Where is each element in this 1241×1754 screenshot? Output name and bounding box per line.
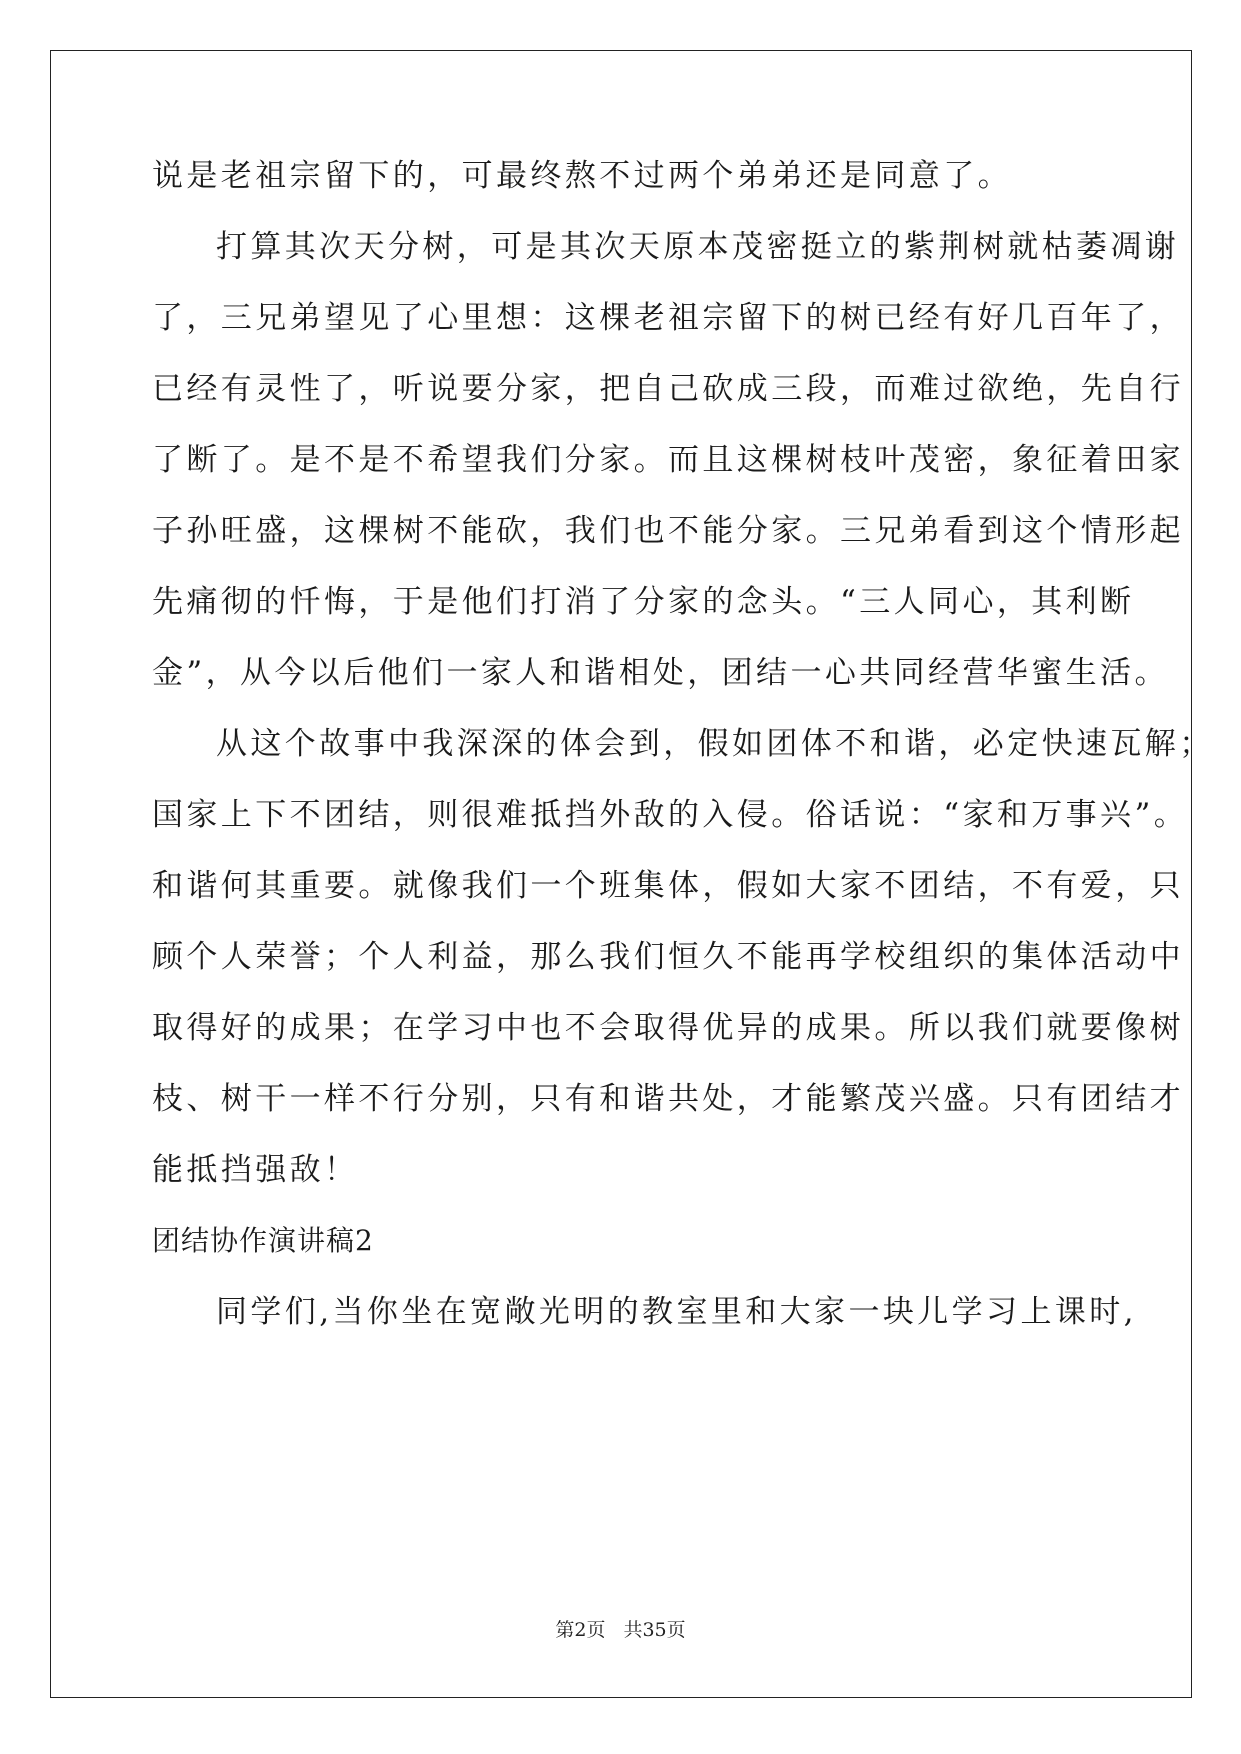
text-line: 国家上下不团结，则很难抵挡外敌的入侵。俗话说：“家和万事兴”。	[152, 797, 1189, 833]
text-line: 打算其次天分树，可是其次天原本茂密挺立的紫荆树就枯萎凋谢	[216, 229, 1180, 265]
text-line: 已经有灵性了，听说要分家，把自己砍成三段，而难过欲绝，先自行	[152, 371, 1184, 407]
text-line: 从这个故事中我深深的体会到，假如团体不和谐，必定快速瓦解；	[216, 726, 1214, 762]
text-line: 取得好的成果；在学习中也不会取得优异的成果。所以我们就要像树	[152, 1010, 1184, 1046]
page-total: 共35页	[623, 1619, 686, 1641]
text-line: 了，三兄弟望见了心里想：这棵老祖宗留下的树已经有好几百年了，	[152, 300, 1184, 336]
text-line: 顾个人荣誉；个人利益，那么我们恒久不能再学校组织的集体活动中	[152, 939, 1184, 975]
text-line: 和谐何其重要。就像我们一个班集体，假如大家不团结，不有爱，只	[152, 868, 1184, 904]
text-line: 同学们,当你坐在宽敞光明的教室里和大家一块儿学习上课时,	[216, 1294, 1137, 1330]
text-line: 子孙旺盛，这棵树不能砍，我们也不能分家。三兄弟看到这个情形起	[152, 513, 1184, 549]
page-footer	[0, 1618, 1241, 1642]
text-line: 先痛彻的忏悔，于是他们打消了分家的念头。“三人同心，其利断	[152, 584, 1135, 620]
page-number: 第2页	[555, 1619, 606, 1641]
text-line: 了断了。是不是不希望我们分家。而且这棵树枝叶茂密，象征着田家	[152, 442, 1184, 478]
text-line: 能抵挡强敌！	[152, 1152, 359, 1188]
section-heading: 团结协作演讲稿2	[152, 1224, 374, 1257]
text-line: 枝、树干一样不行分别，只有和谐共处，才能繁茂兴盛。只有团结才	[152, 1081, 1184, 1117]
text-line: 说是老祖宗留下的，可最终熬不过两个弟弟还是同意了。	[152, 158, 1012, 194]
text-line: 金”，从今以后他们一家人和谐相处，团结一心共同经营华蜜生活。	[152, 655, 1169, 691]
